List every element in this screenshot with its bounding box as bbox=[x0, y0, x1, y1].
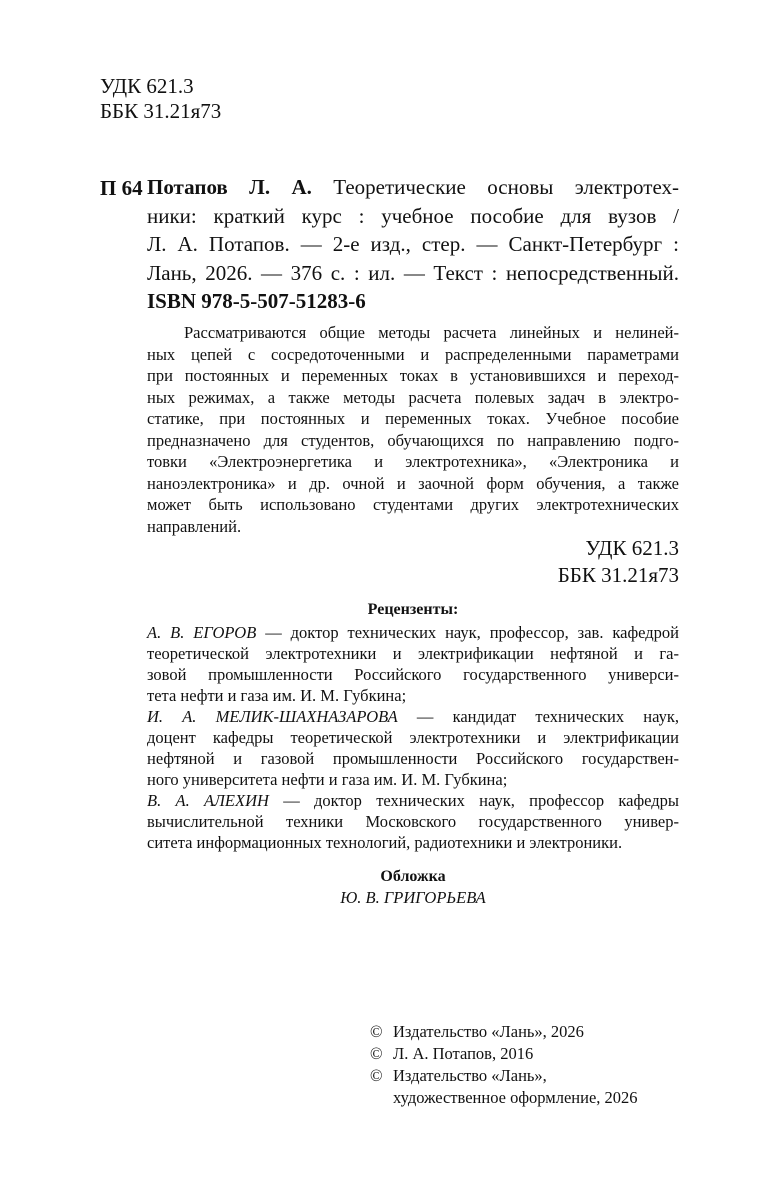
abstract-line: ных режимах, а также методы расчета полевых задач в электро- bbox=[147, 387, 679, 407]
udk-code: УДК 621.3 bbox=[585, 536, 679, 560]
copyright-spacer bbox=[370, 1087, 393, 1109]
copyright-line: © Л. А. Потапов, 2016 bbox=[370, 1044, 534, 1063]
abstract-line: направлений. bbox=[147, 516, 242, 536]
reviewer-line: нефтяной и газовой промышленности Российского государствен- bbox=[147, 749, 679, 768]
copyright-line: художественное оформление, 2026 bbox=[370, 1087, 638, 1109]
abstract bbox=[147, 322, 679, 537]
classification-top bbox=[100, 74, 221, 124]
copyright-line: © Издательство «Лань», 2026 bbox=[370, 1022, 584, 1041]
reviewer-line: теоретической электротехники и электрификации нефтяной и га- bbox=[147, 644, 679, 663]
biblio-line: Л. А. Потапов. — 2-е изд., стер. — Санкт-Петербург : bbox=[147, 232, 679, 256]
reviewer-name: В. А. АЛЕХИН bbox=[147, 791, 269, 810]
reviewer-name: А. В. ЕГОРОВ bbox=[147, 623, 257, 642]
abstract-line: Рассматриваются общие методы расчета линейных и нелиней- bbox=[184, 323, 679, 342]
reviewer-line: ного университета нефти и газа им. И. М. Губкина; bbox=[147, 770, 508, 789]
abstract-line: предназначено для студентов, обучающихся по направлению подго- bbox=[147, 430, 679, 450]
reviewer-line: В. А. АЛЕХИН — доктор технических наук, профессор кафедры bbox=[147, 791, 679, 810]
reviewers-list bbox=[147, 622, 679, 853]
reviewer-line: зовой промышленности Российского государственного универси- bbox=[147, 665, 679, 684]
biblio-line bbox=[147, 173, 679, 202]
abstract-line: статике, при постоянных и переменных токах. Учебное пособие bbox=[147, 409, 679, 428]
copyright-icon: © bbox=[370, 1022, 383, 1041]
copyright-block bbox=[370, 1021, 638, 1109]
reviewer-line: И. А. МЕЛИК-ШАХНАЗАРОВА — кандидат технических наук, bbox=[147, 707, 679, 726]
reviewer-line: А. В. ЕГОРОВ — доктор технических наук, профессор, зав. кафедрой bbox=[147, 623, 679, 642]
copyright-line: © Издательство «Лань», bbox=[370, 1066, 547, 1085]
reviewer-line: вычислительной техники Московского государственного универ- bbox=[147, 812, 679, 831]
abstract-line: товки «Электроэнергетика и электротехника», «Электроника и bbox=[147, 452, 679, 471]
abstract-line: при постоянных и переменных токах в установившихся и переход- bbox=[147, 366, 679, 385]
biblio-line: ники: краткий курс : учебное пособие для вузов / bbox=[147, 203, 679, 228]
udk-code: УДК 621.3 bbox=[100, 74, 194, 98]
catalog-code: П 64 bbox=[100, 176, 143, 200]
cover-designer: Ю. В. ГРИГОРЬЕВА bbox=[340, 888, 486, 907]
biblio-title-part: Теоретические основы электротех- bbox=[311, 175, 679, 199]
isbn: ISBN 978-5-507-51283-6 bbox=[147, 289, 366, 313]
copyright-icon: © bbox=[370, 1044, 383, 1063]
abstract-line: может быть использовано студентами других электротехнических bbox=[147, 495, 679, 514]
reviewer-line: ситета информационных технологий, радиотехники и электроники. bbox=[147, 833, 623, 852]
classification-bottom bbox=[558, 535, 679, 589]
reviewer-line: доцент кафедры теоретической электротехники и электрификации bbox=[147, 728, 679, 747]
abstract-line: наноэлектроника» и др. очной и заочной форм обучения, а также bbox=[147, 473, 679, 493]
reviewers-title: Рецензенты: bbox=[367, 601, 459, 618]
bbk-code: ББК 31.21я73 bbox=[100, 99, 222, 123]
bibliographic-record bbox=[147, 173, 679, 287]
reviewer-line: тета нефти и газа им. И. М. Губкина; bbox=[147, 686, 407, 705]
author-name: Потапов Л. А. bbox=[147, 175, 312, 199]
copyright-icon: © bbox=[370, 1066, 383, 1085]
bbk-code: ББК 31.21я73 bbox=[557, 563, 679, 587]
abstract-line: ных цепей с сосредоточенными и распределенными параметрами bbox=[147, 344, 679, 364]
cover-title: Обложка bbox=[380, 868, 446, 885]
reviewer-name: И. А. МЕЛИК-ШАХНАЗАРОВА bbox=[147, 707, 398, 726]
biblio-line: Лань, 2026. — 376 с. : ил. — Текст : непосредственный. bbox=[147, 260, 679, 285]
